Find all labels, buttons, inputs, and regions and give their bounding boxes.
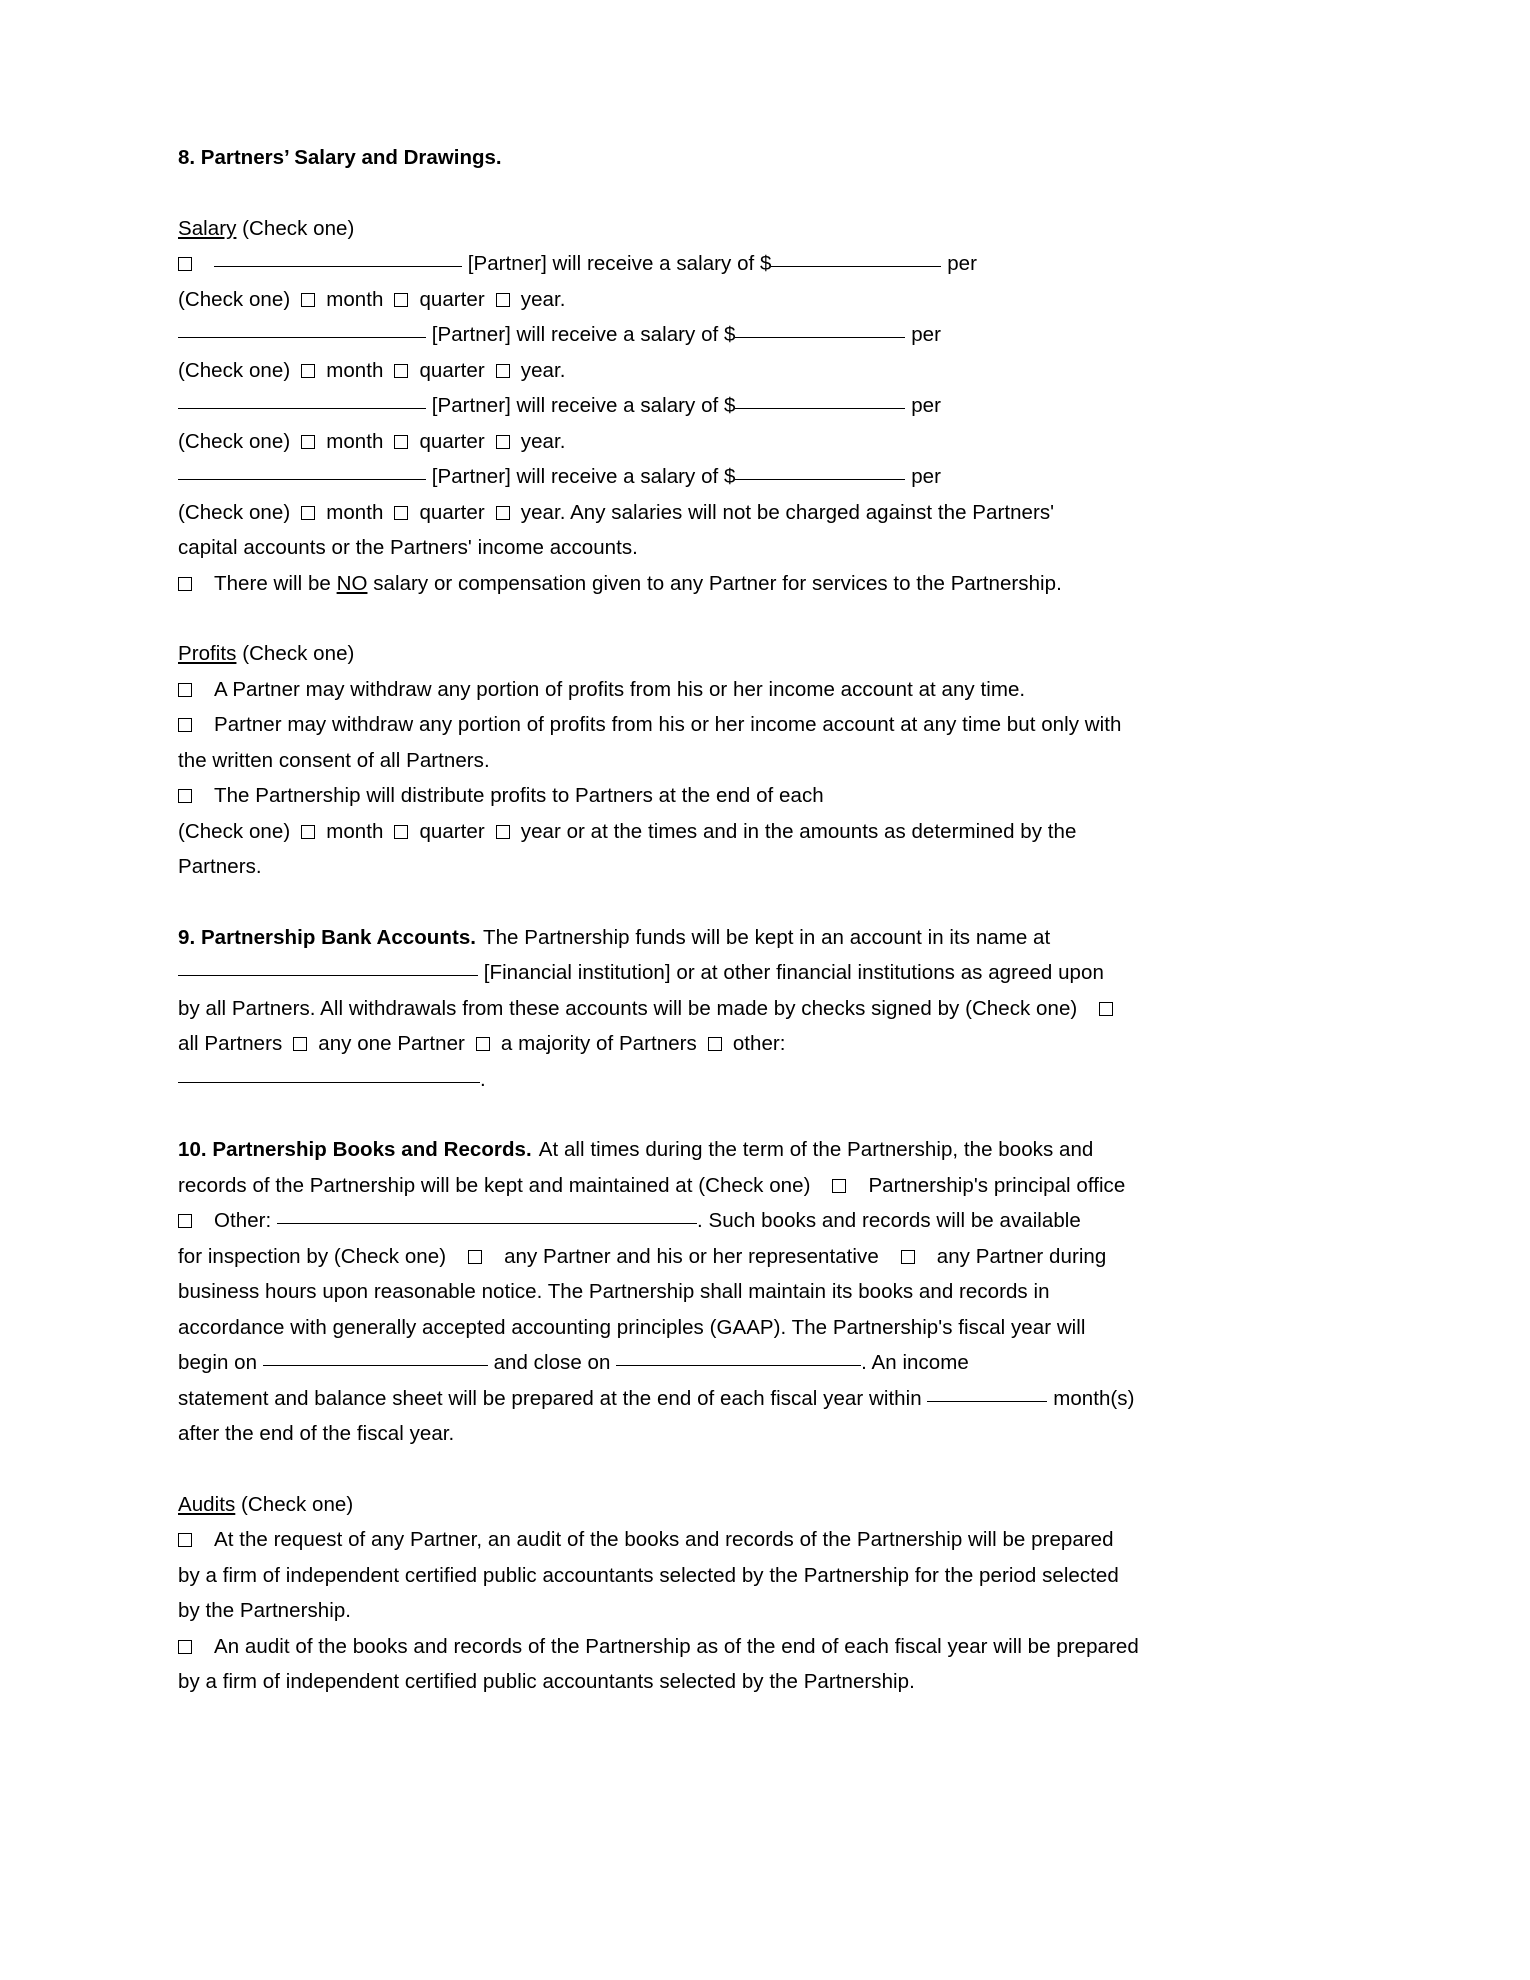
profits-label: Profits [178, 642, 237, 665]
section-10-row-3 [178, 1203, 1352, 1239]
salary-row-3-text: [Partner] will receive a salary of $ [431, 394, 736, 417]
checkbox-inspect-any-partner-rep[interactable] [468, 1250, 482, 1264]
opt-records-other-label: Other: [214, 1209, 272, 1232]
spacer [178, 1097, 1352, 1132]
salary-row-2 [178, 317, 1352, 353]
salary-label: Salary [178, 216, 237, 240]
month-label-4: month [326, 500, 384, 524]
profits-option-3-text: The Partnership will distribute profits to Partners at the end of each [214, 784, 824, 807]
checkbox-profits-quarter[interactable] [394, 825, 408, 839]
section-10-line-2: records of the Partnership will be kept and maintained at (Check one) [178, 1173, 811, 1197]
opt-any-one-label: any one Partner [318, 1032, 465, 1055]
spacer [178, 885, 1352, 920]
opt-any-partner-label: any Partner during [936, 1244, 1107, 1268]
checkbox-quarter-1[interactable] [394, 293, 408, 307]
check-one-label-3: (Check one) [178, 429, 291, 453]
opt-all-partners-label: all Partners [178, 1032, 283, 1055]
checkbox-profits-option-1[interactable] [178, 683, 192, 697]
spacer [178, 1452, 1352, 1487]
salary-period-row-4 [178, 495, 1352, 531]
quarter-label-4: quarter [419, 500, 485, 524]
section-10-row-6: accordance with generally accepted accounting principles (GAAP). The Partnership's fiscal year will [178, 1315, 1086, 1339]
profits-quarter-label: quarter [419, 819, 485, 843]
checkbox-signed-other[interactable] [708, 1037, 722, 1051]
checkbox-profits-month[interactable] [301, 825, 315, 839]
opt-principal-office-label: Partnership's principal office [868, 1173, 1126, 1197]
input-salary-amount-3[interactable] [735, 408, 905, 409]
checkbox-year-4[interactable] [496, 506, 510, 520]
month-label-3: month [326, 429, 384, 453]
input-partner-name-1[interactable] [214, 266, 462, 267]
input-financial-institution[interactable] [178, 975, 478, 976]
audits-check-one: (Check one) [235, 1492, 354, 1516]
check-one-label-2: (Check one) [178, 358, 291, 382]
checkbox-salary-partner-1[interactable] [178, 257, 192, 271]
begin-on-label: begin on [178, 1351, 258, 1374]
salary-row-4 [178, 459, 1352, 495]
months-label: month(s) [1053, 1386, 1135, 1410]
profits-option-3-row [178, 778, 1352, 814]
and-close-on-label: and close on [493, 1351, 611, 1374]
check-one-label-4: (Check one) [178, 500, 291, 524]
input-salary-amount-2[interactable] [735, 337, 905, 338]
profits-option-1-row [178, 672, 1352, 708]
profits-month-label: month [326, 819, 384, 843]
section-10-row-9: after the end of the fiscal year. [178, 1422, 455, 1445]
year-label-1: year. [520, 287, 566, 311]
profits-period-cont: Partners. [178, 855, 262, 878]
section-9-row-2 [178, 955, 1352, 991]
checkbox-records-other[interactable] [178, 1214, 192, 1228]
checkbox-year-2[interactable] [496, 364, 510, 378]
profits-option-2-cont: the written consent of all Partners. [178, 748, 490, 772]
checkbox-no-salary[interactable] [178, 577, 192, 591]
input-fiscal-close-date[interactable] [616, 1365, 861, 1366]
quarter-label-2: quarter [419, 358, 485, 382]
checkbox-quarter-3[interactable] [394, 435, 408, 449]
input-fiscal-begin-date[interactable] [263, 1365, 488, 1366]
input-bank-other[interactable] [178, 1082, 480, 1083]
capital-accounts-line: capital accounts or the Partners' income accounts. [178, 536, 638, 559]
input-partner-name-2[interactable] [178, 337, 426, 338]
input-partner-name-4[interactable] [178, 479, 426, 480]
input-partner-name-3[interactable] [178, 408, 426, 409]
checkbox-audit-option-2[interactable] [178, 1640, 192, 1654]
profits-subheading-row [178, 636, 1352, 672]
salary-check-one: (Check one) [236, 216, 355, 240]
section-10-line-4: for inspection by (Check one) [178, 1244, 447, 1268]
section-10-heading: 10. Partnership Books and Records. [178, 1138, 532, 1161]
salary-row-1-text: [Partner] will receive a salary of $ [467, 252, 772, 275]
section-9-line-3: by all Partners. All withdrawals from these accounts will be made by checks signed by (Check one) [178, 996, 1078, 1020]
audits-option-2-cont: by a firm of independent certified public accountants selected by the Partnership. [178, 1670, 915, 1693]
checkbox-quarter-2[interactable] [394, 364, 408, 378]
month-label-1: month [326, 287, 384, 311]
opt-any-partner-rep-label: any Partner and his or her representative [504, 1244, 879, 1268]
opt-majority-label: a majority of Partners [500, 1032, 697, 1055]
checkbox-month-4[interactable] [301, 506, 315, 520]
checkbox-year-1[interactable] [496, 293, 510, 307]
no-salary-option-row [178, 566, 1352, 602]
profits-option-2-row [178, 707, 1352, 743]
section-10-row-4 [178, 1239, 1352, 1275]
per-label-2: per [911, 323, 942, 346]
input-months-count[interactable] [927, 1401, 1047, 1402]
audits-option-1-line-1: At the request of any Partner, an audit of the books and records of the Partnership will be prepared [214, 1528, 1114, 1551]
month-label-2: month [326, 358, 384, 382]
section-10-row-8 [178, 1381, 1352, 1417]
profits-check-one-label: (Check one) [178, 819, 291, 843]
section-10-row-2 [178, 1168, 1352, 1204]
profits-option-2-text: Partner may withdraw any portion of profits from his or her income account at any time but only with [214, 713, 1122, 736]
audits-subheading-row [178, 1487, 1352, 1523]
quarter-label-3: quarter [419, 429, 485, 453]
section-10-after-other: . Such books and records will be available [697, 1209, 1081, 1232]
profits-check-one: (Check one) [236, 642, 355, 665]
section-9-heading: 9. Partnership Bank Accounts. [178, 925, 477, 949]
section-9-line-2: [Financial institution] or at other financial institutions as agreed upon [483, 961, 1104, 984]
no-salary-pre: There will be [214, 571, 337, 595]
checkbox-signed-any-one-partner[interactable] [293, 1037, 307, 1051]
checkbox-profits-option-2[interactable] [178, 718, 192, 732]
audits-option-2-line-1: An audit of the books and records of the Partnership as of the end of each fiscal year will be prepared [214, 1634, 1139, 1658]
any-salaries-tail: year. Any salaries will not be charged against the Partners' [520, 500, 1055, 524]
per-label-3: per [911, 394, 942, 417]
audits-option-1-cont-2: by the Partnership. [178, 1599, 352, 1622]
section-9-other-period: . [480, 1067, 486, 1091]
section-8-heading: 8. Partners’ Salary and Drawings. [178, 146, 502, 169]
section-9-row-5 [178, 1062, 1352, 1098]
section-9-line-1: The Partnership funds will be kept in an account in its name at [483, 925, 1051, 949]
salary-row-2-text: [Partner] will receive a salary of $ [431, 323, 736, 346]
salary-row-4-text: [Partner] will receive a salary of $ [431, 465, 736, 488]
section-10-line-7: statement and balance sheet will be prepared at the end of each fiscal year within [178, 1386, 922, 1410]
salary-row-3 [178, 388, 1352, 424]
checkbox-principal-office[interactable] [832, 1179, 846, 1193]
input-records-other[interactable] [277, 1223, 697, 1224]
checkbox-quarter-4[interactable] [394, 506, 408, 520]
an-income-label: . An income [861, 1351, 969, 1374]
checkbox-month-2[interactable] [301, 364, 315, 378]
salary-period-row-1 [178, 282, 1352, 318]
audits-option-1-row [178, 1522, 1352, 1558]
salary-row-1 [178, 246, 1352, 282]
checkbox-year-3[interactable] [496, 435, 510, 449]
checkbox-profits-year[interactable] [496, 825, 510, 839]
quarter-label-1: quarter [419, 287, 485, 311]
section-10-row-1 [178, 1132, 1352, 1168]
section-10-line-1: At all times during the term of the Partnership, the books and [538, 1138, 1094, 1161]
checkbox-inspect-any-partner[interactable] [901, 1250, 915, 1264]
audits-option-2-row [178, 1629, 1352, 1665]
checkbox-profits-option-3[interactable] [178, 789, 192, 803]
check-one-label-1: (Check one) [178, 287, 291, 311]
per-label-1: per [947, 252, 978, 275]
salary-period-row-2 [178, 353, 1352, 389]
input-salary-amount-4[interactable] [735, 479, 905, 480]
section-10-row-7 [178, 1345, 1352, 1381]
checkbox-signed-all-partners[interactable] [1099, 1002, 1113, 1016]
audits-option-1-cont-1: by a firm of independent certified public accountants selected by the Partnership for the period selected [178, 1563, 1119, 1587]
per-label-4: per [911, 465, 942, 488]
checkbox-audit-option-1[interactable] [178, 1533, 192, 1547]
section-9-row-3 [178, 991, 1352, 1027]
year-label-3: year. [520, 429, 566, 453]
opt-other-label: other: [732, 1032, 786, 1055]
audits-label: Audits [178, 1492, 236, 1516]
no-salary-post: salary or compensation given to any Partner for services to the Partnership. [367, 571, 1062, 595]
profits-period-tail: year or at the times and in the amounts as determined by the [520, 819, 1077, 843]
checkbox-month-3[interactable] [301, 435, 315, 449]
spacer [178, 176, 1352, 211]
spacer [178, 601, 1352, 636]
salary-period-row-3 [178, 424, 1352, 460]
input-salary-amount-1[interactable] [771, 266, 941, 267]
section-9-row-1 [178, 920, 1352, 956]
no-salary-emphasis: NO [336, 571, 368, 595]
checkbox-signed-majority[interactable] [476, 1037, 490, 1051]
checkbox-month-1[interactable] [301, 293, 315, 307]
section-10-row-5: business hours upon reasonable notice. The Partnership shall maintain its books and records in [178, 1280, 1050, 1303]
section-9-row-4 [178, 1026, 1352, 1062]
salary-subheading-row [178, 211, 1352, 247]
profits-period-row [178, 814, 1352, 850]
year-label-2: year. [520, 358, 566, 382]
profits-option-1-text: A Partner may withdraw any portion of profits from his or her income account at any time. [214, 677, 1026, 701]
